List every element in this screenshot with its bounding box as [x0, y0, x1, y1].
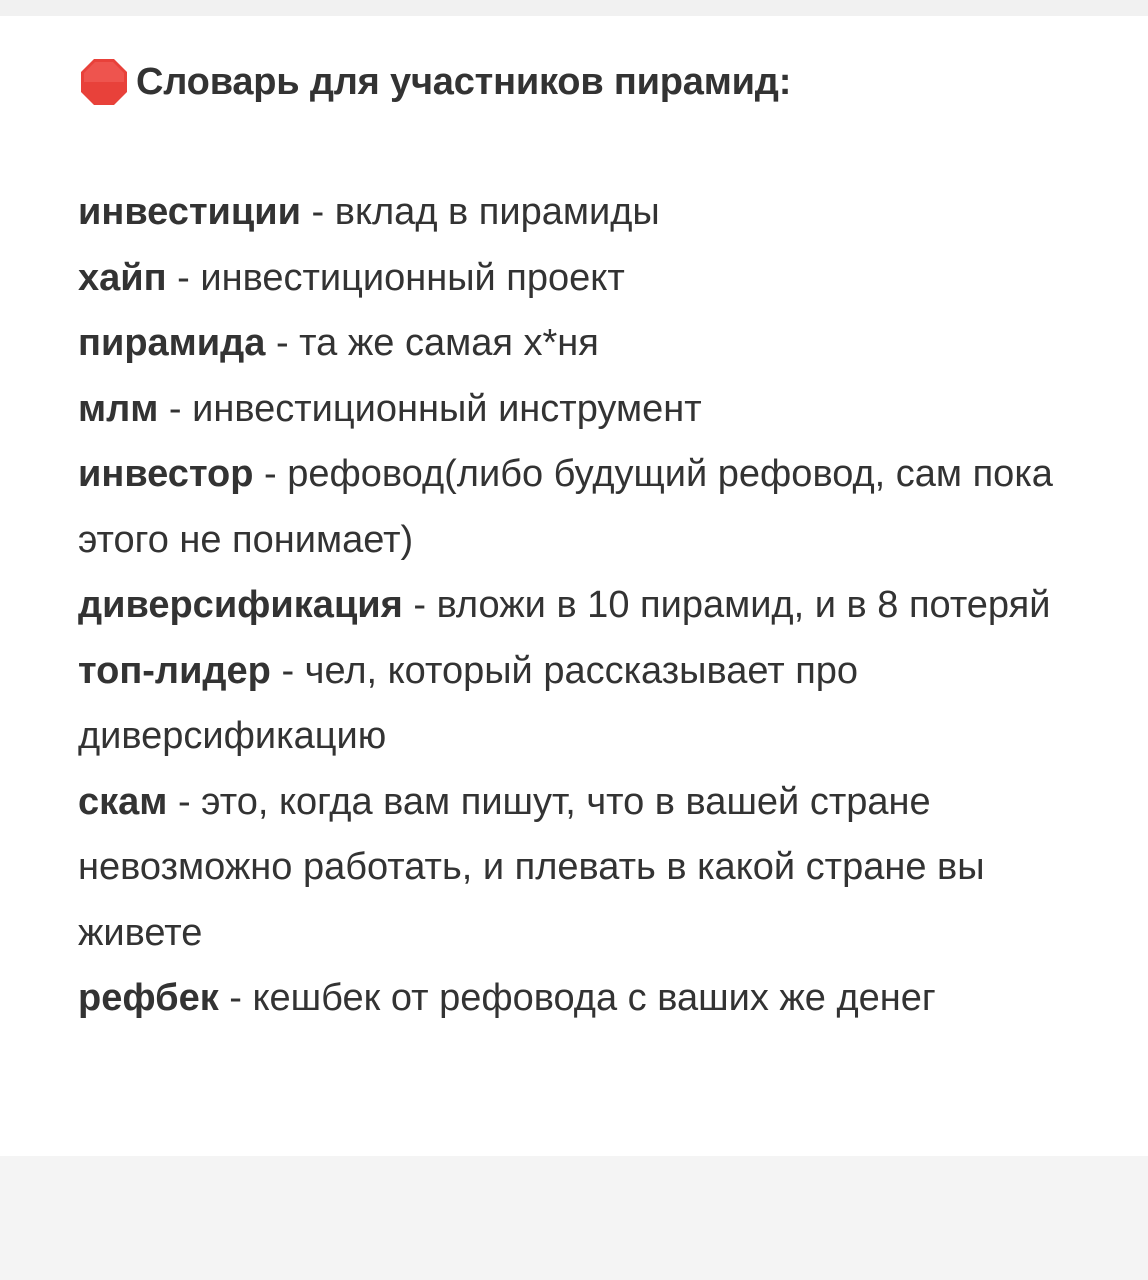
- glossary-definition: - чел, который рассказывает про диверсификацию: [78, 649, 859, 757]
- glossary-definition: - вложи в 10 пирамид, и в 8 потеряй: [402, 584, 1051, 626]
- stop-sign-icon: [78, 56, 130, 108]
- glossary-definition: - это, когда вам пишут, что в вашей стране невозможно работать, и плевать в какой стране вы живете: [78, 780, 985, 954]
- glossary-entry: [78, 246, 1088, 312]
- glossary-entry: [78, 573, 1088, 639]
- glossary-definition: - рефовод(либо будущий рефовод, сам пока этого не понимает): [78, 453, 1053, 561]
- glossary-term: хайп: [78, 256, 167, 299]
- glossary-entry: [78, 311, 1088, 377]
- glossary-entry: [78, 180, 1088, 246]
- glossary-definition: - инвестиционный проект: [166, 256, 625, 299]
- glossary-entry: [78, 770, 1088, 967]
- glossary-term: диверсификация: [78, 584, 403, 626]
- glossary-definition: - кешбек от рефовода с ваших же денег: [218, 977, 936, 1019]
- post-card: [0, 16, 1148, 1156]
- glossary-list: [78, 180, 1088, 1032]
- glossary-definition: - инвестиционный инструмент: [158, 387, 702, 430]
- glossary-term: топ-лидер: [78, 649, 271, 692]
- top-strip: [0, 0, 1148, 16]
- glossary-term: инвестор: [78, 453, 254, 495]
- glossary-term: скам: [78, 780, 168, 823]
- glossary-entry: [78, 377, 1088, 443]
- glossary-definition: - та же самая х*ня: [265, 322, 599, 364]
- glossary-entry: [78, 442, 1088, 573]
- glossary-entry: [78, 966, 1088, 1032]
- title-row: [78, 54, 791, 110]
- glossary-term: рефбек: [78, 977, 219, 1019]
- glossary-term: пирамида: [78, 322, 266, 364]
- bottom-area: [0, 1156, 1148, 1280]
- glossary-entry: [78, 639, 1088, 770]
- page-title: Словарь для участников пирамид:: [136, 60, 792, 103]
- glossary-term: млм: [78, 387, 159, 430]
- glossary-definition: - вклад в пирамиды: [301, 191, 660, 233]
- glossary-term: инвестиции: [78, 191, 301, 233]
